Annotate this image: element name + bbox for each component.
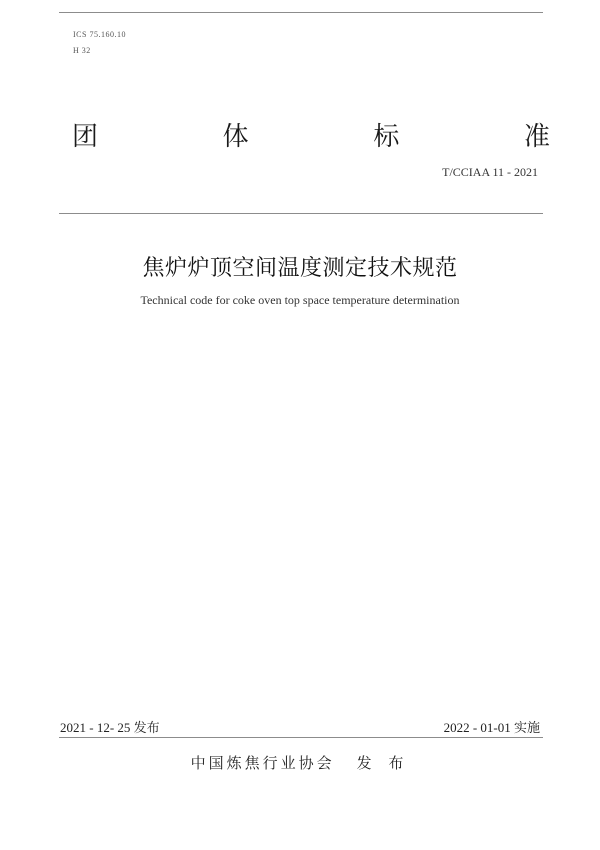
publisher-organization: 中国炼焦行业协会 (190, 754, 335, 772)
standard-type-heading (72, 116, 550, 153)
header-divider (59, 213, 543, 214)
standard-type-char: 体 (222, 122, 249, 152)
document-title-chinese: 焦炉炉顶空间温度测定技术规范 (142, 256, 458, 281)
footer-divider (59, 737, 543, 738)
standard-type-char: 准 (523, 122, 550, 152)
top-rule (59, 12, 543, 13)
standard-type-char: 团 (72, 122, 99, 152)
document-title-english: Technical code for coke oven top space temperature determination (140, 293, 460, 307)
ccs-code: H 32 (73, 46, 91, 55)
standard-type-char: 标 (373, 122, 400, 152)
publisher-line (0, 752, 600, 773)
implementation-date: 2022 - 01-01 实施 (443, 720, 540, 735)
standard-code: T/CCIAA 11 - 2021 (442, 165, 538, 179)
ics-code: ICS 75.160.10 (73, 30, 126, 39)
publish-action: 发 布 (356, 754, 410, 772)
issue-date: 2021 - 12- 25 发布 (60, 720, 160, 735)
